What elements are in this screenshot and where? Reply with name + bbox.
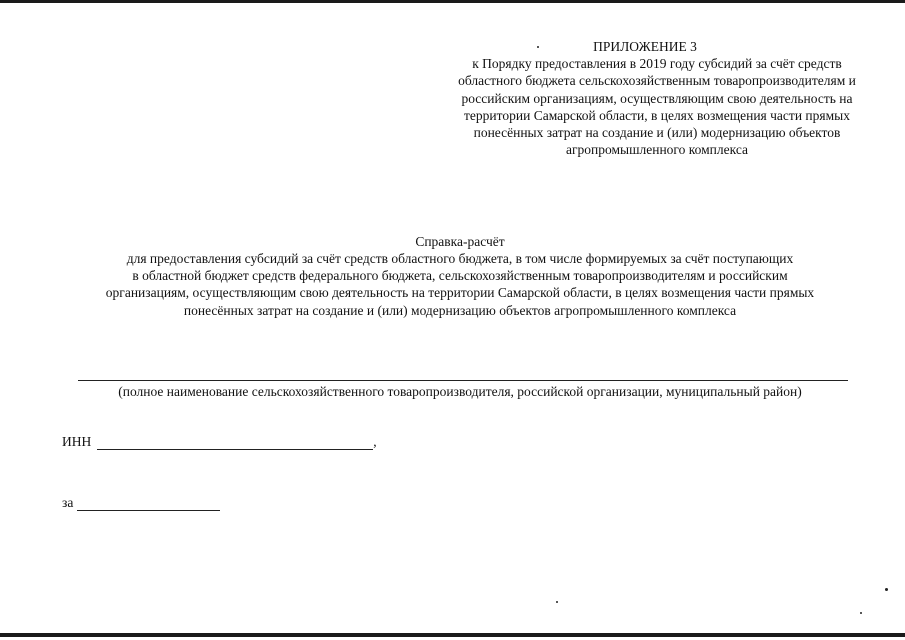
scan-speck xyxy=(885,588,888,591)
appendix-line: понесённых затрат на создание и (или) модернизацию объектов xyxy=(473,125,841,141)
organization-name-caption: (полное наименование сельскохозяйственного товаропроизводителя, российской организации, муниципальный район) xyxy=(118,384,802,399)
inn-row xyxy=(62,433,377,453)
subtitle-line: в областной бюджет средств федерального бюджета, сельскохозяйственным товаропроизводителям и российским xyxy=(132,268,788,284)
inn-comma: , xyxy=(373,434,377,449)
scan-speck xyxy=(860,612,862,614)
scan-speck xyxy=(537,46,539,48)
subtitle-line: понесённых затрат на создание и (или) модернизацию объектов агропромышленного комплекса xyxy=(183,302,737,318)
subtitle-line: для предоставления субсидий за счёт средств областного бюджета, в том числе формируемых за счёт поступающих xyxy=(126,251,794,266)
document-subtitle xyxy=(0,250,905,319)
top-border-rule xyxy=(0,0,905,3)
bottom-border-rule xyxy=(0,633,905,637)
inn-field[interactable] xyxy=(97,435,373,450)
organization-name-field[interactable] xyxy=(78,380,848,381)
appendix-title: ПРИЛОЖЕНИЕ 3 xyxy=(593,39,697,54)
appendix-header xyxy=(372,38,905,158)
inn-label: ИНН xyxy=(62,434,92,449)
period-field[interactable] xyxy=(77,496,220,511)
period-row xyxy=(62,494,220,514)
appendix-line: областного бюджета сельскохозяйственным товаропроизводителям и xyxy=(458,73,856,89)
scan-speck xyxy=(556,601,558,603)
appendix-line: территории Самарской области, в целях возмещения части прямых xyxy=(464,107,850,123)
document-title: Справка-расчёт xyxy=(415,234,505,249)
appendix-line: российским организациям, осуществляющим свою деятельность на xyxy=(461,90,853,106)
appendix-line: к Порядку предоставления в 2019 году субсидий за счёт средств xyxy=(472,56,842,72)
appendix-line: агропромышленного комплекса xyxy=(566,142,748,158)
subtitle-line: организациям, осуществляющим свою деятельность на территории Самарской области, в целях возмещения части прямых xyxy=(105,285,815,301)
period-label: за xyxy=(62,495,74,510)
